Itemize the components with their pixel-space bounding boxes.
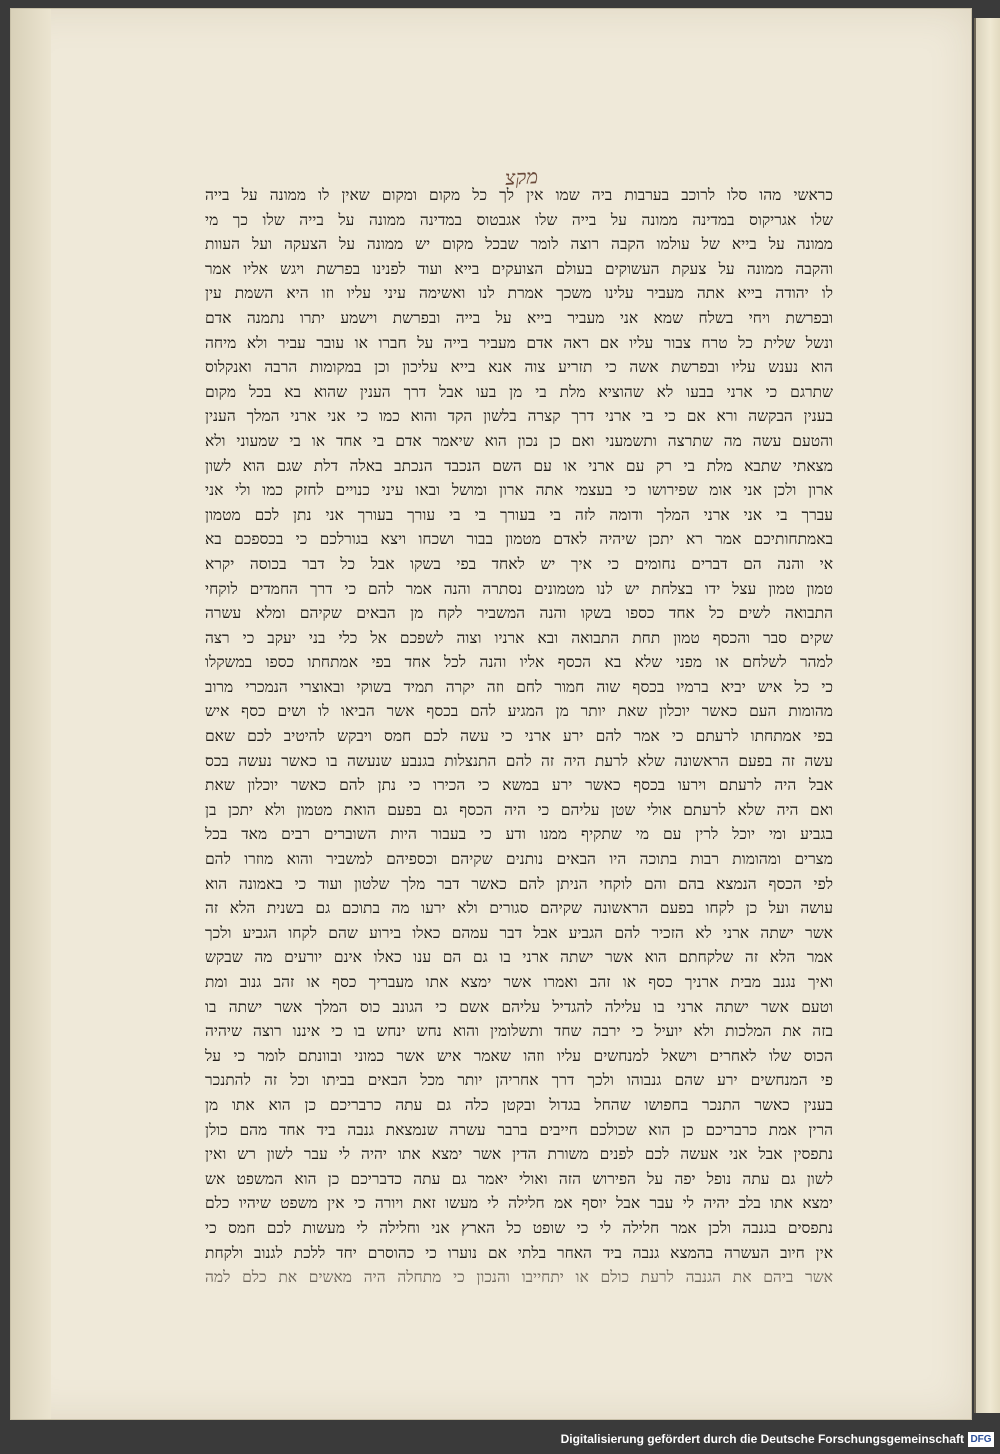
text-line: ממונה על בייא של עולמו הקבה רוצה לומר שבכל מקום יש ממונה על הצעקה ועל העוות (205, 235, 833, 254)
text-line: שקים סבר והכסף טמון תחת התבואה ובא ארניו וצוה לשפכם אל כלי בני יעקב כי רצה (205, 628, 833, 647)
text-line: לפי הכסף הנמצא בהם והם לוקחי הניתן להם כאשר דבר מלך שלטון ועוד כי באמונה הוא (205, 874, 833, 893)
text-line: למהר לשלחם או מפני שלא בא הכסף אליו והנה לכל אחד בפי אמתחתו כספו במשקלו (205, 653, 833, 672)
text-line: בענין כאשר התנכר בחפושו שהחל בגדול ובקטן כלה גם עתה כרבריכם כן הוא אתו מן (205, 1095, 833, 1114)
next-page-edge (974, 18, 1000, 1413)
text-line: עשה זה בפעם הראשונה שלא לרעת היה זה להם התנצלות בגנבע שנעשה בו כאשר נעשה בכס (205, 751, 833, 770)
text-line: בענין הבקשה ורא אם כי בי ארני דרך קצרה בלשון הקד והוא כמו כי אני ארני המלך הענין (205, 407, 833, 426)
text-line: ונשל שלית כל טרח צבור עליו אם ראה אדם מעביר בייה על חברו או עובר עביר ולא מיחה (205, 333, 833, 352)
text-line: ואיך נגנב מבית ארניך כסף או זהב ואמרו אשר ימצא אתו מעבריך כסף או זהב גנוב ומת (205, 973, 833, 991)
text-line: אין חיוב העשרה בהמצא גנבה ביד האחר בלתי אם נוערו כי כהוסרם יחד ללכת לגנוב ולקחת (205, 1243, 833, 1262)
text-line: בגביע ומי יוכל לרין עם מי שתקיף ממנו ודע כי בעבור היות השוברים רבים מאד בכל (205, 825, 833, 844)
text-line: באמתחותיכם אמר רא יתכן שיהיה לאדם מטמון בבור ושכחו ויצא בגורלכם כי בכספכם בא (205, 530, 833, 549)
text-line: אשר ישתה ארני לא הזכיר להם הגביע אבל דבר עמהם כאלו בירוע שהם לקחו הגביע ולכך (205, 923, 833, 942)
text-line: הכוס שלו לאחרים וישאל למנחשים עליו וזהו שאמר איש אשר כמוני ובוונתם לומר כי על (205, 1046, 833, 1065)
text-line: מצרים ומהומות רבות בתוכה היו הבאים נותנים שקיהם וכספיהם למשביר והוא מוזרו להם (205, 850, 833, 869)
text-line: בפי אמתחתו לרעתם כי אמר להם ירע ארני כי עשה לכם חמס ויבקש להיטיב לכם שאם (205, 727, 833, 746)
text-line: ארון ולכן אני אומ שפירושו כי בעצמי אתה ארון ומושל ובאו עיני כנויים לחזק כמו ולי אני (205, 481, 833, 500)
text-line: אי והנה הם דברים נחומים כי איך יש לאחד בפי בשקו אבל כל דבר בכוסה יקרא (205, 554, 833, 573)
dfg-logo: DFG (968, 1432, 994, 1447)
text-line: מהומות העם כאשר יוכלון שאת יותר מן המגיע להם בכסף אשר הביאו לו ושים כסף איש (205, 702, 833, 721)
digitization-credit: Digitalisierung gefördert durch die Deutsche Forschungsgemeinschaft (560, 1432, 964, 1446)
text-line: לשון גם עתה נופל יפה על הפירוש הזה ואולי יאמר גם עתה כדבריכם כן הוא המשפט אש (205, 1169, 833, 1188)
text-line: ואם היה שלא לרעתם אולי שטן עליהם כי היה הכסף גם בפעם הואת מטמון ולא יתכן בן (205, 800, 833, 819)
text-line: כראשי מהו סלו לרוכב בערבות ביה שמו אין לך כל מקום ומקום שאין לו ממונה על בייה (205, 186, 833, 204)
text-line: עברך בי אני ארני המלך ודומה לזה בי בעורך בי בי עורך בעורך אני נתן לכם מטמון (205, 505, 833, 524)
main-text-block (205, 183, 833, 1290)
text-line: וטעם אשר ישתה ארני בו עלילה להגדיל עליהם אשם כי הגונב כוס המלך אשר ישתה בו (205, 997, 833, 1016)
text-line: טמון טמון עצל ידו בצלחת יש לנו מטמונים נסתרה והנה אמר להם כי דרך החמדים לוקחי (205, 579, 833, 598)
text-line: שתרגם כי ארני בבעו לא שהוציא מלת בי מן בעו אבל דרך הענין שהוא בא בכל מקום (205, 382, 833, 401)
text-line: עושה ועל כן לקחו בפעם הראשונה שקיהם סגורים ולא ירעו מה בתוכם גם בשנית הלא זה (205, 899, 833, 918)
text-line: אבל היה לרעתם וירעו בכסף כאשר ירע במשא כי הכירו כי נתן להם כאשר יוכלון שאת (205, 776, 833, 795)
text-line: מצאתי שתבא מלת בי רק עם ארני או עם השם הנכבד הנכתב באלה דלת שגם הוא לשון (205, 456, 833, 475)
folio-number: מקצ (504, 164, 539, 190)
text-line: אמר הלא זה שלקחתם הוא אשר ישתה ארני בו גם הם ענו כאלו אינם יורעים מה שבקש (205, 948, 833, 967)
text-line: לו יהודה בייא אתה מעביר עלינו משכך אמרת לנו ואשימה עיני עליו וזו היא השמת עין (205, 284, 833, 303)
text-line: שלו אגריקוס במדינה ממונה על בייה שלו אגבטוס במדינה ממונה על בייה שלו כך מי (205, 210, 833, 229)
text-line: נתפסין אבל אני אעשה לכם לפנים משורת הדין אשר ימצא אתו יהיה לי עבר לשון רש ואין (205, 1145, 833, 1164)
text-line: נתפסים בגנבה ולכן אמר חלילה לי כי שופט כל הארץ אני וחלילה לי מעשות לכם חמס כי (205, 1218, 833, 1237)
text-line: פי המנחשים ירע שהם גנבוהו ולכך דרך אחריהן יותר מכל הבאים בביתו וכל זה להתנכר (205, 1071, 833, 1090)
text-line: והטעם עשה מה שתרצה ותשמעני ואם כן נכון הוא שיאמר אדם בי אחד או בי שמעוני ולא (205, 431, 833, 450)
text-line: הרין אמת כרבריכם כן הוא שכולכם חייבים ברבר עשרה שנמצאת גנבה ביד אחד מהם כולן (205, 1120, 833, 1139)
text-line: הוא נענש עליו ובפרשת אשה כי תזריע צוה אנא בייא עליכון וכן במקומות הרבה ואנקלוס (205, 358, 833, 377)
text-line: כי כל איש יביא ברמיו בכסף שוה חמור לחם וזה יקרה תמיד בשוקי ובאוצרי הנמכרי מרוב (205, 677, 833, 696)
text-line: ימצא אתו בלב יהיה לי עבר אבל יוסף אמ חלילה לי מעשו זאת ויורה כי אין משפט שיהיו כלם (205, 1194, 833, 1213)
text-line: אשר ביהם את הגנבה לרעת כולם או יתחייבו והנכון כי מתחלה היה מאשים את כלם למה (205, 1268, 833, 1287)
text-line: והקבה ממונה על צעקת העשוקים בעולם הצועקים בייא ועוד לפנינו בפרשת ויגש אליו אמר (205, 259, 833, 278)
gutter-shadow (11, 9, 51, 1419)
footer-bar (0, 1424, 1000, 1454)
text-line: התבואה לשים כל אחד כספו בשקו והנה המשביר לקח מן הבאים שקיהם ומלא עשרה (205, 604, 833, 623)
text-line: בזה את המלכות ולא יועיל כי ירבה שחד ותשלומין והוא נחש ינחש בו כי איננו רוצה שיהיה (205, 1022, 833, 1041)
text-line: ובפרשת ויחי בשלח שמא אני מעביר בייא על בייה ובפרשת וישמע יתרו נתמנה אדם (205, 308, 833, 327)
